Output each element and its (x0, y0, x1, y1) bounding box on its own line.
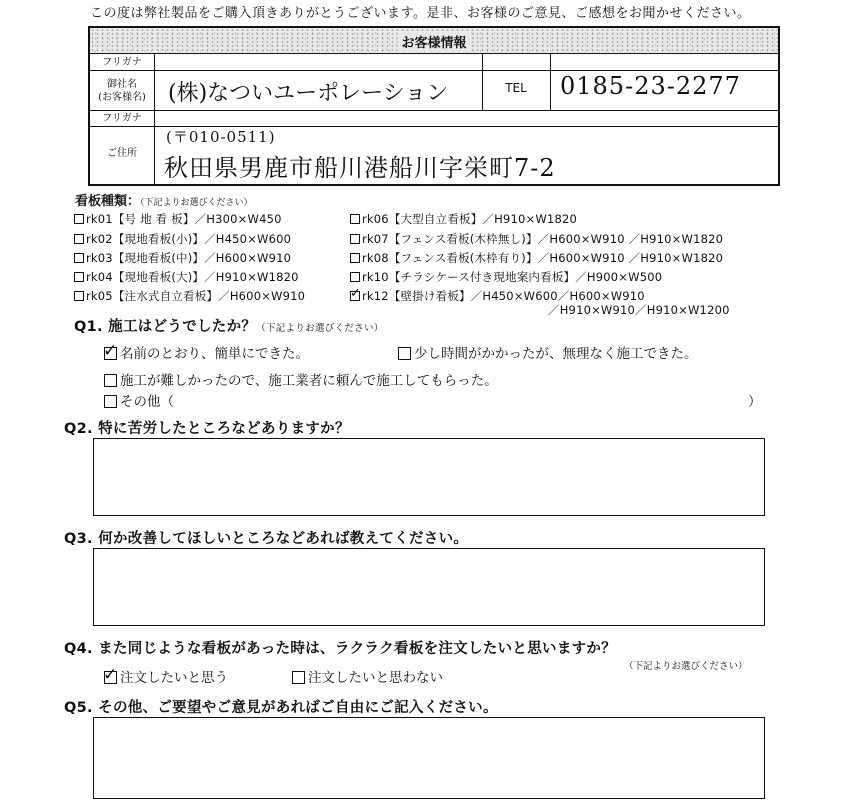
sign-option-label: rk03【現地看板(中)】／H600×W910 (86, 251, 292, 265)
sign-option-rk05[interactable] (74, 288, 305, 304)
tel-divider-right (550, 54, 551, 110)
address-field[interactable]: 秋田県男鹿市船川港船川字栄町7-2 (164, 154, 556, 182)
q1-option-4[interactable] (104, 390, 174, 410)
q2-answer-box[interactable] (93, 438, 765, 516)
q3-answer-box[interactable] (93, 548, 765, 626)
sign-option-rk04[interactable] (74, 269, 299, 285)
sign-type-hint: （下記よりお選びください） (140, 198, 253, 208)
checkbox[interactable] (74, 214, 84, 224)
sign-option-label: rk08【フェンス看板(木枠有り)】／H600×W910 ／H910×W1820 (362, 251, 724, 265)
sign-option-rk07[interactable] (350, 231, 723, 247)
sign-option-label: rk05【注水式自立看板】／H600×W910 (86, 289, 306, 303)
q4-option-label: 注文したいと思わない (308, 670, 443, 686)
company-name-field[interactable]: (株)なついユーポレーション (168, 81, 449, 106)
checkbox[interactable] (398, 347, 411, 360)
postal-code-field[interactable]: (〒010-0511) (166, 128, 276, 146)
checkbox-checked[interactable] (350, 286, 362, 301)
q4-option-label: 注文したいと思う (120, 670, 228, 686)
sign-option-label: rk10【チラシケース付き現地案内看板】／H900×W500 (362, 270, 663, 284)
checkbox[interactable] (74, 291, 84, 301)
sign-option-label: rk01【号 地 看 板】／H300×W450 (86, 212, 282, 226)
q4-option-1[interactable] (104, 666, 228, 686)
checkbox-checked[interactable] (103, 341, 118, 361)
checkbox[interactable] (74, 234, 84, 244)
tel-label: TEL (505, 81, 527, 95)
address-label: ご住所 (107, 148, 137, 159)
checkbox[interactable] (104, 395, 117, 408)
checkbox[interactable] (350, 272, 360, 282)
q1-option-label: 施工が難しかったので、施工業者に頼んで施工してもらった。 (120, 373, 498, 389)
q1-option-label: 名前のとおり、簡単にできた。 (120, 346, 309, 362)
row-divider (90, 110, 778, 111)
q5-answer-box[interactable] (93, 717, 765, 799)
sign-option-label: rk06【大型自立看板】／H910×W1820 (362, 212, 577, 226)
sign-option-rk01[interactable] (74, 211, 282, 227)
customer-info-title: お客様情報 (397, 32, 470, 51)
sign-option-rk06[interactable] (350, 211, 577, 227)
checkbox[interactable] (74, 253, 84, 263)
checkbox[interactable] (350, 234, 360, 244)
q1-option-label: その他（ (120, 394, 174, 410)
check-mark-icon: ✓ (350, 286, 362, 301)
q3-label: Q3. 何か改善してほしいところなどあれば教えてください。 (64, 531, 469, 547)
q1-option-1[interactable] (104, 342, 309, 362)
intro-text: この度は弊社製品をご購入頂きありがとうございます。是非、お客様のご意見、ご感想をお聞かせください。 (90, 6, 751, 21)
sign-option-label: rk02【現地看板(小)】／H450×W600 (86, 232, 292, 246)
customer-info-table (88, 26, 780, 186)
label-column-divider (154, 54, 155, 186)
checkbox[interactable] (292, 671, 305, 684)
checkbox[interactable] (350, 253, 360, 263)
sign-type-title-text: 看板種類： (75, 194, 141, 209)
q2-label: Q2. 特に苦労したところなどありますか？ (64, 421, 350, 437)
q1-hint: （下記よりお選びください） (256, 323, 384, 334)
tel-field[interactable]: 0185-23-2277 (560, 72, 741, 100)
check-mark-icon: ✓ (103, 665, 118, 685)
sign-option-rk02[interactable] (74, 231, 291, 247)
q4-hint: （下記よりお選びください） (624, 661, 748, 672)
checkbox[interactable] (104, 374, 117, 387)
company-label: 御社名 (107, 79, 137, 90)
q4-option-2[interactable] (292, 666, 443, 686)
sign-option-label: rk12【壁掛け看板】／H450×W600／H600×W910 (362, 289, 645, 303)
checkbox[interactable] (350, 214, 360, 224)
checkbox-checked[interactable] (103, 665, 118, 685)
sign-option-rk10[interactable] (350, 269, 662, 285)
sign-option-label: rk04【現地看板(大)】／H910×W1820 (86, 270, 299, 284)
q1-option-label: 少し時間がかかったが、無理なく施工できた。 (414, 346, 698, 362)
company-label-sub: (お客様名) (98, 92, 146, 103)
furigana-label: フリガナ (102, 113, 142, 124)
q1-option-3[interactable] (104, 369, 498, 389)
sign-option-rk03[interactable] (74, 250, 291, 266)
sign-option-rk12-continuation: ／H910×W910／H910×W1200 (548, 303, 730, 317)
q1-label-text: Q1. 施工はどうでしたか？ (74, 319, 257, 335)
furigana-label: フリガナ (102, 57, 142, 68)
check-mark-icon: ✓ (103, 341, 118, 361)
q4-label: Q4. また同じような看板があった時は、ラクラク看板を注文したいと思いますか？ (64, 641, 617, 657)
checkbox[interactable] (74, 272, 84, 282)
customer-info-header (90, 28, 778, 54)
sign-option-rk08[interactable] (350, 250, 723, 266)
q1-label (74, 315, 384, 336)
q1-other-close: ） (748, 394, 762, 410)
q1-option-2[interactable] (398, 342, 698, 362)
q5-label: Q5. その他、ご要望やご意見があればご自由にご記入ください。 (64, 700, 498, 716)
sign-type-title (75, 190, 253, 209)
row-divider (90, 70, 778, 71)
sign-option-label: rk07【フェンス看板(木枠無し)】／H600×W910 ／H910×W1820 (362, 232, 724, 246)
